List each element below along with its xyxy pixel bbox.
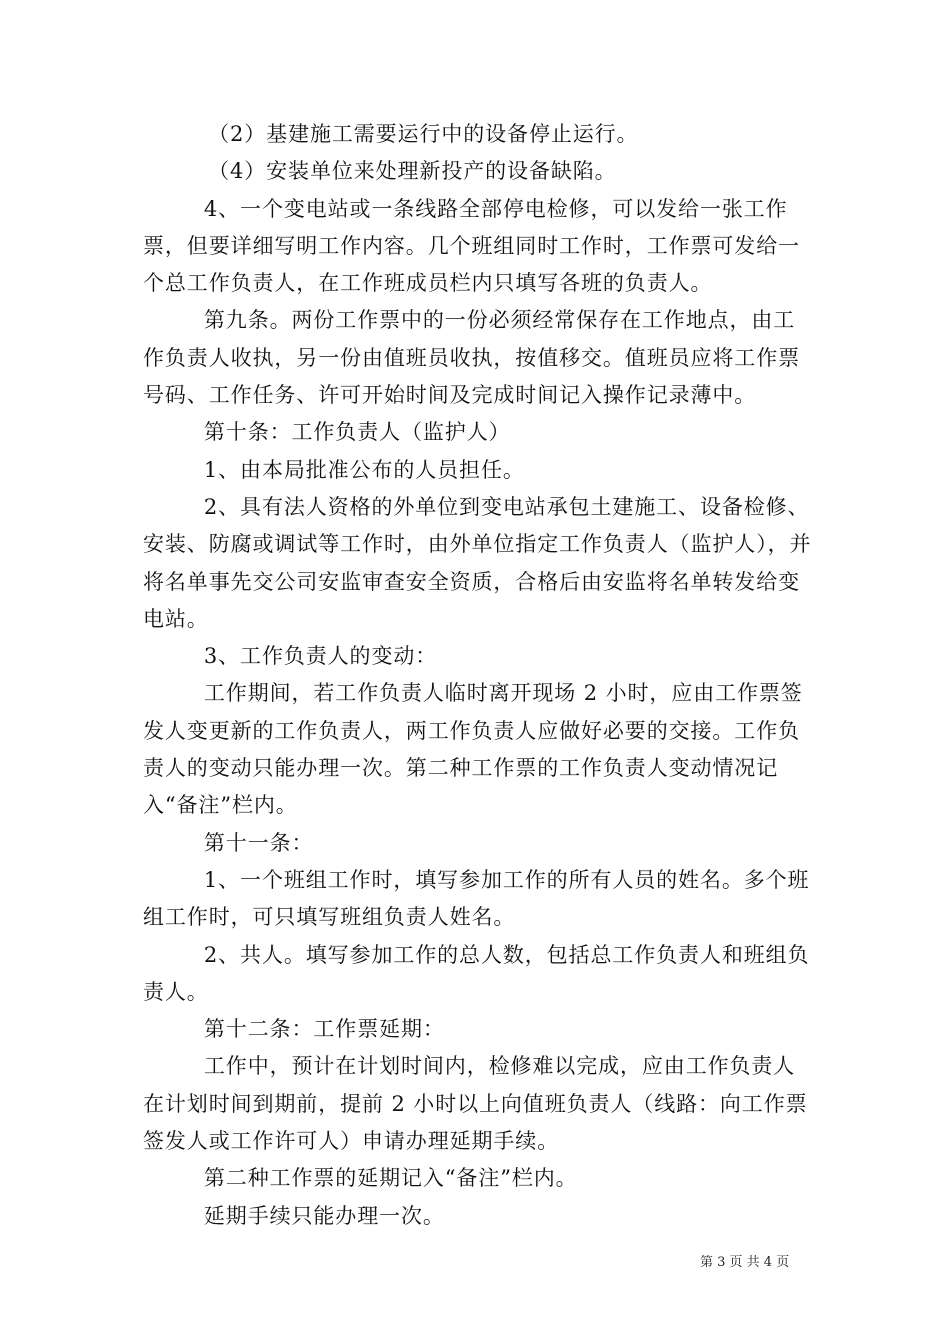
paragraph: 第二种工作票的延期记入“备注”栏内。 xyxy=(203,1166,578,1191)
paragraph: 工作中，预计在计划时间内，检修难以完成，应由工作负责人在计划时间到期前，提前 2 小时以上向值班负责人（线路：向工作票签发人或工作许可人）申请办理延期手续。 xyxy=(143,1054,808,1154)
paragraph: 第十一条： xyxy=(203,830,314,855)
paragraph: 第十二条：工作票延期： xyxy=(203,1017,445,1042)
paragraph: 第九条。两份工作票中的一份必须经常保存在工作地点，由工作负责人收执，另一份由值班员收执，按值移交。值班员应将工作票号码、工作任务、许可开始时间及完成时间记入操作记录薄中。 xyxy=(143,308,800,408)
paragraph: 延期手续只能办理一次。 xyxy=(203,1203,445,1228)
paragraph: 4、一个变电站或一条线路全部停电检修，可以发给一张工作票，但要详细写明工作内容。几个班组同时工作时，工作票可发给一个总工作负责人，在工作班成员栏内只填写各班的负责人。 xyxy=(143,196,800,296)
page-number: 第 3 页 共 4 页 xyxy=(700,1255,790,1270)
paragraph: 1、一个班组工作时，填写参加工作的所有人员的姓名。多个班组工作时，可只填写班组负责人姓名。 xyxy=(143,867,810,930)
paragraph: （4）安装单位来处理新投产的设备缺陷。 xyxy=(208,159,617,184)
paragraph: 2、具有法人资格的外单位到变电站承包土建施工、设备检修、安装、防腐或调试等工作时，由外单位指定工作负责人（监护人），并将名单事先交公司安监审查安全资质，合格后由安监将名单转发给变电站。 xyxy=(143,494,812,631)
paragraph: 1、由本局批准公布的人员担任。 xyxy=(203,457,525,482)
paragraph: 第十条：工作负责人（监护人） xyxy=(203,420,511,445)
paragraph: （2）基建施工需要运行中的设备停止运行。 xyxy=(208,122,639,146)
paragraph: 工作期间，若工作负责人临时离开现场 2 小时，应由工作票签发人变更新的工作负责人，两工作负责人应做好必要的交接。工作负责人的变动只能办理一次。第二种工作票的工作负责人变动情况记入“备注”栏内。 xyxy=(143,681,803,818)
paragraph: 2、共人。填写参加工作的总人数，包括总工作负责人和班组负责人。 xyxy=(143,942,810,1004)
document-body xyxy=(143,116,813,1235)
paragraph: 3、工作负责人的变动： xyxy=(203,644,438,669)
